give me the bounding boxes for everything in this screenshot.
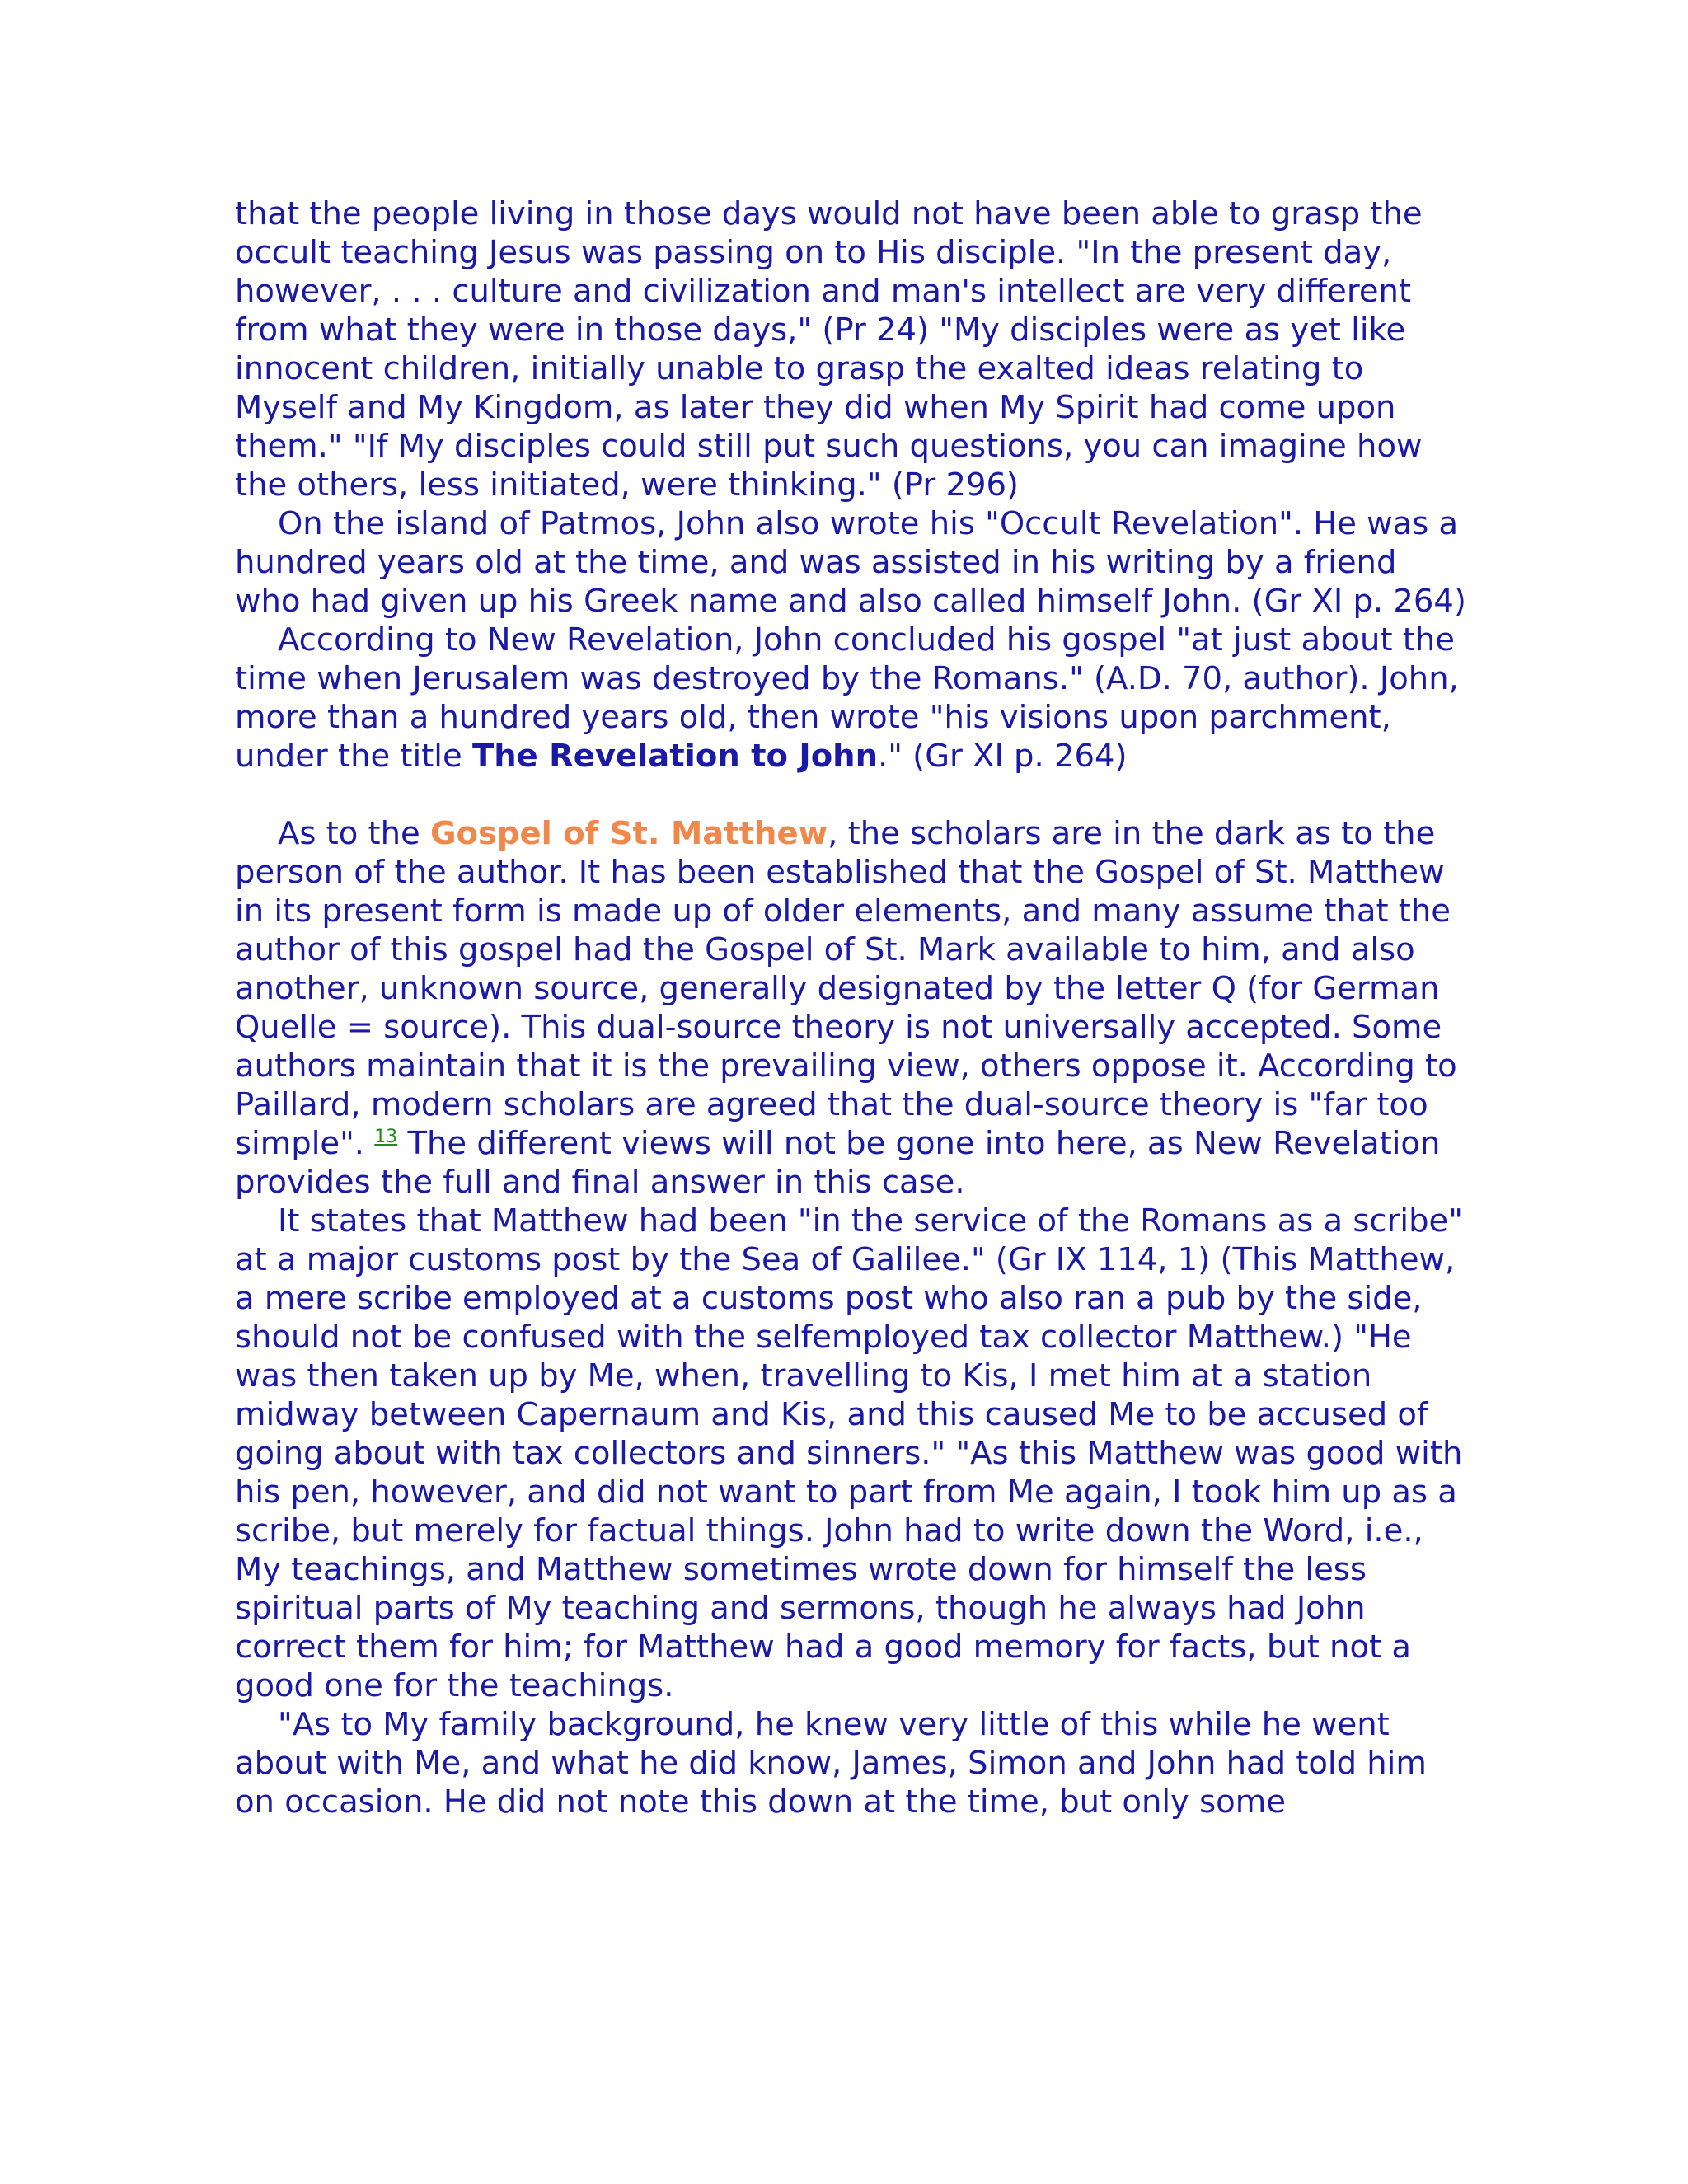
paragraph-patmos: On the island of Patmos, John also wrote his "Occult Revelation". He was a hundred years old at the time, and was assisted in his writing by a friend who had given up his Greek name and also called himself John. (Gr XI p. 264) xyxy=(235,505,1466,620)
paragraph-family-background: "As to My family background, he knew very little of this while he went about with Me, and what he did know, James, Simon and John had told him on occasion. He did not note this down at the time, but only some xyxy=(235,1706,1427,1821)
revelation-text-after: ." (Gr XI p. 264) xyxy=(877,738,1128,775)
paragraph-matthew-scribe: It states that Matthew had been "in the service of the Romans as a scribe" at a major customs post by the Sea of Galilee." (Gr IX 114, 1) (This Matthew, a mere scribe employed at a customs post who also ran a pub by the side, should not be confused with the selfemployed tax collector Matthew.) "He was then taken up by Me, when, travelling to Kis, I met him at a station midway between Capernaum and Kis, and this caused Me to be accused of going about with tax collectors and sinners." "As this Matthew was good with his pen, however, and did not want to part from Me again, I took him up as a scribe, but merely for factual things. John had to write down the Word, i.e., My teachings, and Matthew sometimes wrote down for himself the less spiritual parts of My teaching and sermons, though he always had John correct them for him; for Matthew had a good memory for facts, but not a good one for the teachings. xyxy=(235,1202,1463,1704)
footnote-13-link[interactable]: 13 xyxy=(374,1127,398,1147)
revelation-text-before: According to New Revelation, John concluded his gospel "at just about the time when Jerusalem was destroyed by the Romans." (A.D. 70, author). John, more than a hundred years old, then wrote "his visions upon parchment, under the title xyxy=(235,621,1459,775)
document-body xyxy=(235,194,1471,1821)
matthew-text-after: The different views will not be gone into here, as New Revelation provides the full and final answer in this case. xyxy=(235,1125,1441,1201)
paragraph-revelation-to-john xyxy=(235,621,1471,776)
matthew-text-middle: , the scholars are in the dark as to the person of the author. It has been established that the Gospel of St. Matthew in its present form is made up of older elements, and many assume that the author of this gospel had the Gospel of St. Mark available to him, and also another, unknown source, generally designated by the letter Q (for German Quelle = source). This dual-source theory is not universally accepted. Some authors maintain that it is the prevailing view, others oppose it. According to Paillard, modern scholars are agreed that the dual-source theory is "far too simple". xyxy=(235,815,1457,1162)
gospel-of-st-matthew-title: Gospel of St. Matthew xyxy=(429,815,828,852)
paragraph-spacer xyxy=(235,776,1471,814)
matthew-text-before: As to the xyxy=(278,815,430,852)
paragraph-gospel-matthew xyxy=(235,814,1471,1202)
paragraph-occult-teaching: that the people living in those days would not have been able to grasp the occult teaching Jesus was passing on to His disciple. "In the present day, however, . . . culture and civilization and man's intellect are very different from what they were in those days," (Pr 24) "My disciples were as yet like innocent children, initially unable to grasp the exalted ideas relating to Myself and My Kingdom, as later they did when My Spirit had come upon them." "If My disciples could still put such questions, you can imagine how the others, less initiated, were thinking." (Pr 296) xyxy=(235,195,1423,504)
revelation-to-john-title: The Revelation to John xyxy=(471,738,878,775)
